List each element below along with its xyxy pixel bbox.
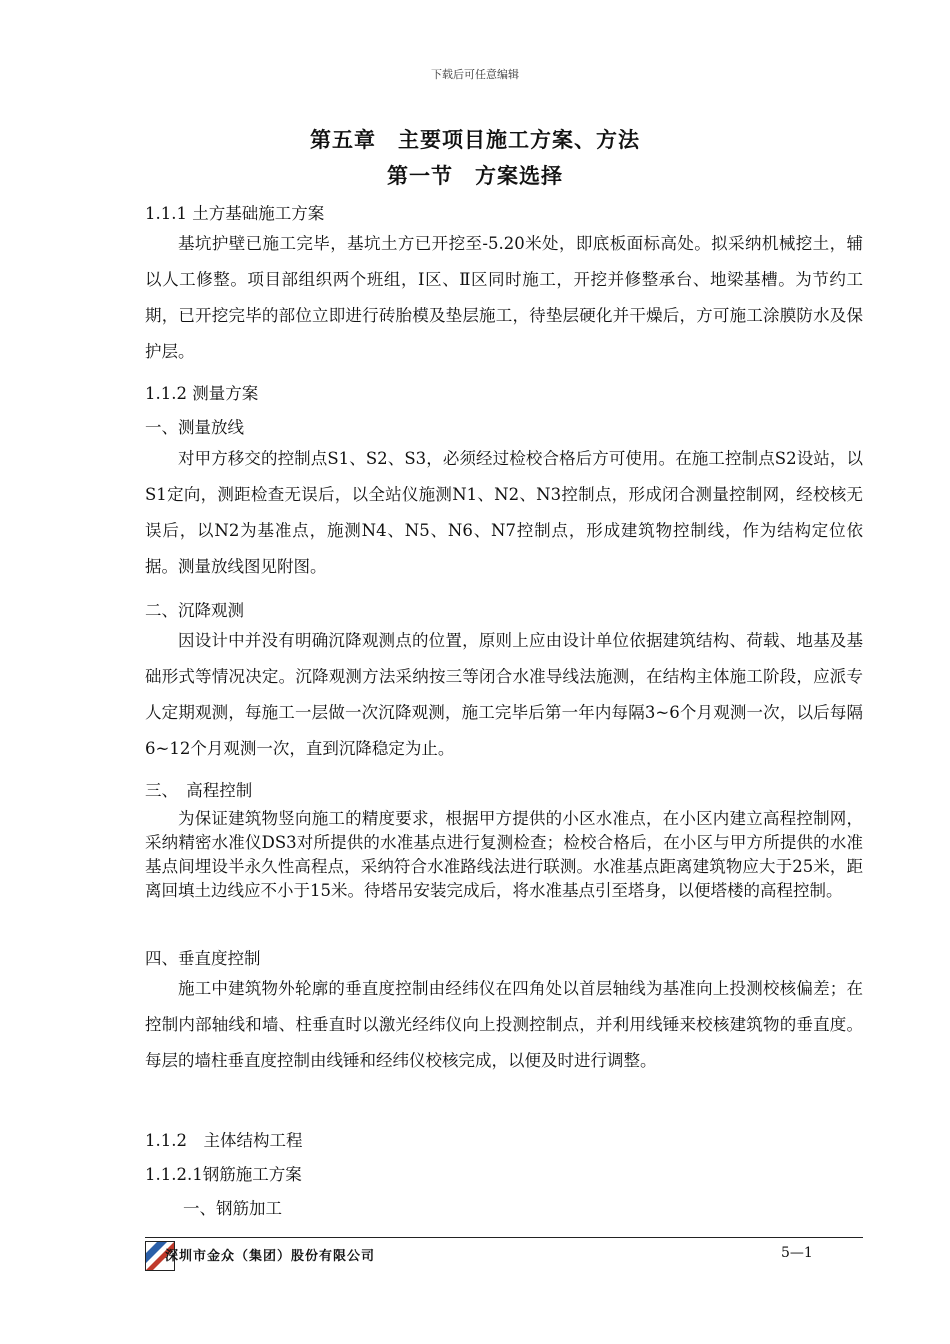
heading-verticality: 四、垂直度控制 (145, 949, 261, 968)
footer-divider (145, 1237, 863, 1238)
section-title: 第一节 方案选择 (387, 163, 563, 188)
paragraph-verticality: 施工中建筑物外轮廓的垂直度控制由经纬仪在四角处以首层轴线为基准向上投测校核偏差；在控制内部轴线和墙、柱垂直时以激光经纬仪向上投测控制点，并利用线锤来校核建筑物的垂直度。每层的墙柱垂直度控制由线锤和经纬仪校核完成，以便及时进行调整。 (145, 979, 863, 1070)
heading-elevation: 三、 高程控制 (145, 781, 253, 800)
heading-main-structure: 1.1.2 主体结构工程 (145, 1131, 303, 1150)
heading-rebar-processing: 一、钢筋加工 (183, 1199, 282, 1218)
heading-settlement: 二、沉降观测 (145, 601, 244, 620)
footer-page-number: 5—1 (781, 1245, 813, 1261)
paragraph-elevation: 为保证建筑物竖向施工的精度要求，根据甲方提供的小区水准点，在小区内建立高程控制网，采纳精密水准仪DS3对所提供的水准基点进行复测检查；检校合格后，在小区与甲方所提供的水准基点间埋设半永久性高程点，采纳符合水准路线法进行联测。水准基点距离建筑物应大于25米，距离回填土边线应不小于15米。待塔吊安装完成后，将水准基点引至塔身，以便塔楼的高程控制。 (145, 809, 863, 900)
heading-rebar-plan: 1.1.2.1钢筋施工方案 (145, 1165, 302, 1184)
chapter-title: 第五章 主要项目施工方案、方法 (310, 127, 640, 152)
paragraph-settlement: 因设计中并没有明确沉降观测点的位置，原则上应由设计单位依据建筑结构、荷载、地基及基础形式等情况决定。沉降观测方法采纳按三等闭合水准导线法施测，在结构主体施工阶段，应派专人定期观测，每施工一层做一次沉降观测，施工完毕后第一年内每隔3~6个月观测一次，以后每隔6~12个月观测一次，直到沉降稳定为止。 (145, 631, 863, 758)
header-note: 下载后可任意编辑 (431, 68, 519, 81)
paragraph-earthwork: 基坑护壁已施工完毕，基坑土方已开挖至-5.20米处，即底板面标高处。拟采纳机械挖土，辅以人工修整。项目部组织两个班组，Ⅰ区、Ⅱ区同时施工，开挖并修整承台、地梁基槽。为节约工期，已开挖完毕的部位立即进行砖胎模及垫层施工，待垫层硬化并干燥后，方可施工涂膜防水及保护层。 (145, 234, 863, 361)
footer-company-name: 深圳市金众（集团）股份有限公司 (165, 1249, 376, 1264)
paragraph-survey-layout: 对甲方移交的控制点S1、S2、S3，必须经过检校合格后方可使用。在施工控制点S2设站，以S1定向，测距检查无误后，以全站仪施测N1、N2、N3控制点，形成闭合测量控制网，经校核无误后，以N2为基准点，施测N4、N5、N6、N7控制点，形成建筑物控制线，作为结构定位依据。测量放线图见附图。 (145, 449, 863, 576)
heading-1-1-1: 1.1.1 土方基础施工方案 (145, 204, 325, 223)
heading-1-1-2: 1.1.2 测量方案 (145, 384, 259, 403)
heading-survey-layout: 一、测量放线 (145, 418, 244, 437)
